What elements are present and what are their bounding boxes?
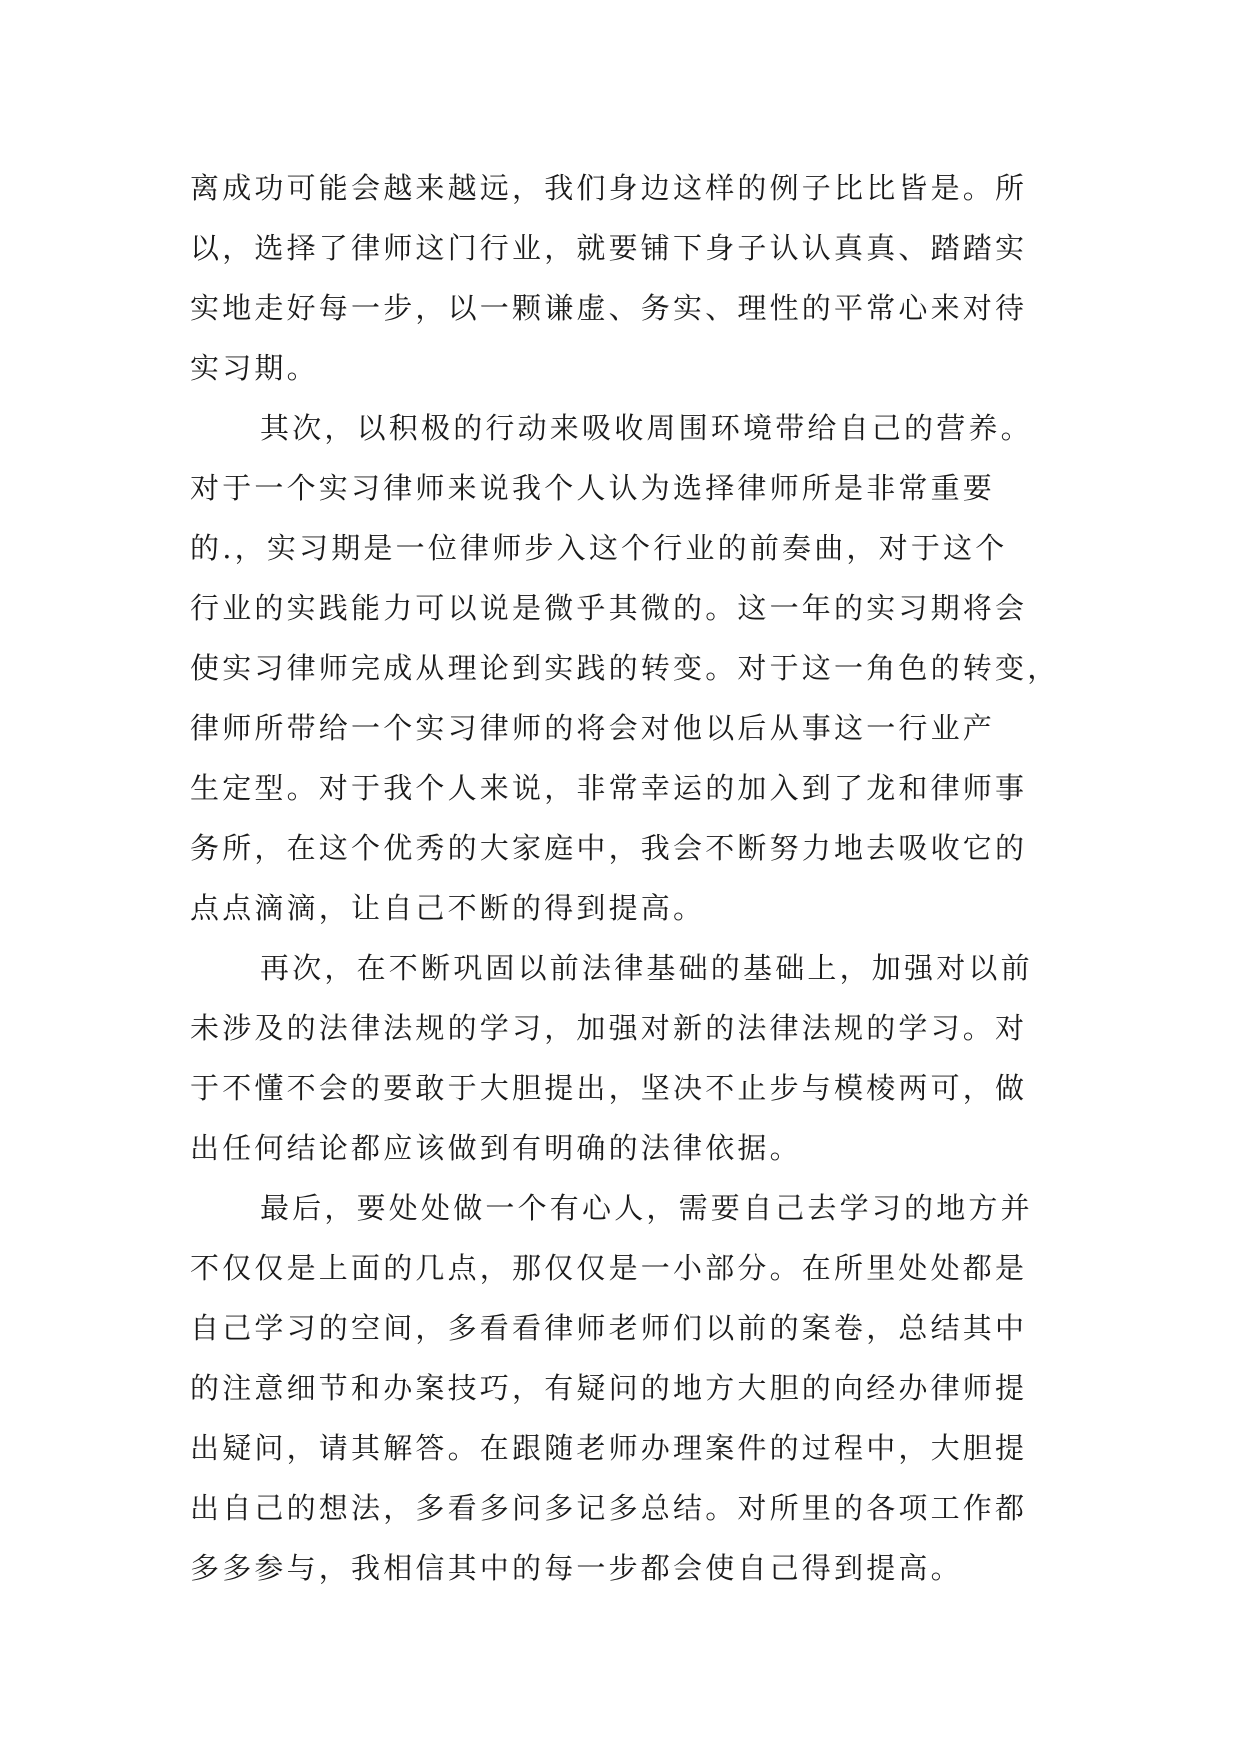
text-line: 生定型。对于我个人来说，非常幸运的加入到了龙和律师事: [190, 771, 1028, 805]
text-line: 务所，在这个优秀的大家庭中，我会不断努力地去吸收它的: [190, 831, 1028, 865]
text-line: 行业的实践能力可以说是微乎其微的。这一年的实习期将会: [190, 591, 1028, 625]
text-line: 自己学习的空间，多看看律师老师们以前的案卷，总结其中: [190, 1311, 1028, 1345]
paragraph: [190, 158, 1050, 398]
text-line: 最后，要处处做一个有心人，需要自己去学习的地方并: [260, 1191, 1033, 1225]
text-line: 实习期。: [190, 351, 319, 385]
text-line: 律师所带给一个实习律师的将会对他以后从事这一行业产: [190, 711, 996, 745]
text-line: 实地走好每一步，以一颗谦虚、务实、理性的平常心来对待: [190, 291, 1028, 325]
text-line: 再次，在不断巩固以前法律基础的基础上，加强对以前: [260, 951, 1033, 985]
text-line: 出疑问，请其解答。在跟随老师办理案件的过程中，大胆提: [190, 1431, 1028, 1465]
text-line: 点点滴滴，让自己不断的得到提高。: [190, 891, 706, 925]
text-line: 不仅仅是上面的几点，那仅仅是一小部分。在所里处处都是: [190, 1251, 1028, 1285]
text-line: 出任何结论都应该做到有明确的法律依据。: [190, 1131, 802, 1165]
text-line: 出自己的想法，多看多问多记多总结。对所里的各项工作都: [190, 1491, 1028, 1525]
paragraph: [190, 938, 1050, 1178]
text-line: 其次，以积极的行动来吸收周围环境带给自己的营养。: [260, 411, 1033, 445]
text-line: 于不懂不会的要敢于大胆提出，坚决不止步与模棱两可，做: [190, 1071, 1028, 1105]
document-body: [190, 158, 1060, 1598]
paragraph: [190, 1178, 1050, 1598]
text-line: 离成功可能会越来越远，我们身边这样的例子比比皆是。所: [190, 171, 1028, 205]
text-line: 对于一个实习律师来说我个人认为选择律师所是非常重要: [190, 471, 996, 505]
text-line: 未涉及的法律法规的学习，加强对新的法律法规的学习。对: [190, 1011, 1028, 1045]
text-line: 以，选择了律师这门行业，就要铺下身子认认真真、踏踏实: [190, 231, 1028, 265]
text-line: 的注意细节和办案技巧，有疑问的地方大胆的向经办律师提: [190, 1371, 1028, 1405]
text-line: 使实习律师完成从理论到实践的转变。对于这一角色的转变，: [190, 651, 1060, 685]
text-line: 的.，实习期是一位律师步入这个行业的前奏曲，对于这个: [190, 531, 1008, 565]
paragraph: [190, 398, 1060, 938]
text-line: 多多参与，我相信其中的每一步都会使自己得到提高。: [190, 1551, 963, 1585]
